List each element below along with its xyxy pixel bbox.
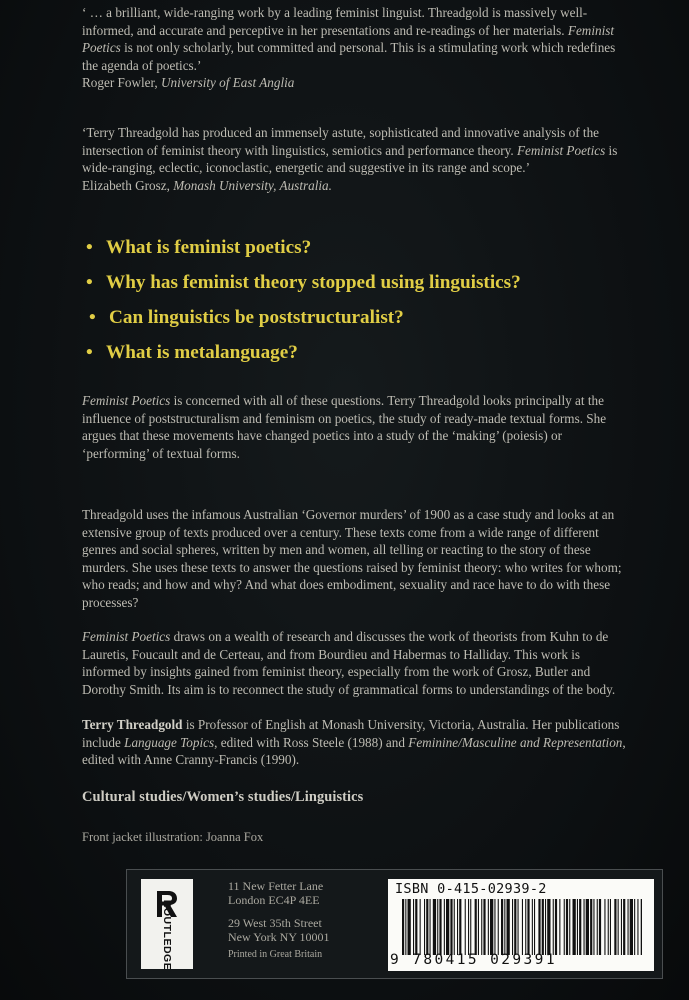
question-text: What is metalanguage? xyxy=(106,342,298,363)
author-bio xyxy=(82,716,630,769)
printed-in: Printed in Great Britain xyxy=(228,948,323,960)
key-questions-list xyxy=(86,236,646,376)
address-line: 29 West 35th Street xyxy=(228,915,322,930)
quote-text: is wide-ranging, eclectic, iconoclastic, energetic and suggestive in its range and scope.’ xyxy=(82,142,618,176)
bullet-icon: • xyxy=(86,342,93,363)
isbn-number: ISBN 0-415-02939-2 xyxy=(395,881,547,897)
question-item xyxy=(86,271,646,306)
book-title-italic: Feminist Poetics xyxy=(82,22,615,56)
quote-text: is not only scholarly, but committed and personal. This is a stimulating work which redefines the agenda of poetics.’ xyxy=(82,40,616,73)
book-title-italic: Feminine/Masculine and Representation xyxy=(408,734,623,750)
review-quote-1 xyxy=(82,4,630,92)
description-paragraph-2 xyxy=(82,506,630,612)
address-line: 11 New Fetter Lane xyxy=(228,879,324,893)
quote-text: ‘Terry Threadgold has produced an immensely astute, sophisticated and innovative analysis of the intersection of feminist theory with linguistics, semiotics and performance theory. xyxy=(82,125,600,158)
quote-author: Elizabeth Grosz, xyxy=(82,177,174,193)
address-line: London EC4P 4EE xyxy=(228,893,320,908)
book-title-italic: Feminist Poetics xyxy=(516,142,606,158)
quote-affiliation: University of East Anglia xyxy=(160,75,295,91)
illustration-credit: Front jacket illustration: Joanna Fox xyxy=(82,830,264,844)
address-line: New York NY 10001 xyxy=(228,930,330,945)
publisher-address xyxy=(228,879,330,962)
question-item xyxy=(86,236,646,271)
quote-author: Roger Fowler, xyxy=(82,75,161,91)
question-item xyxy=(86,306,646,341)
paragraph-text: is concerned with all of these questions. Terry Threadgold looks principally at the influence of poststructuralism and feminism on poetics, the study of ready-made textual forms. She argues that these movements have changed poetics into a study of the ‘making’ (poiesis) or ‘performing’ of textual forms. xyxy=(82,393,607,461)
bio-text: , edited with Ross Steele (1988) and xyxy=(214,734,409,750)
book-title-italic: Feminist Poetics xyxy=(82,393,171,408)
review-quote-2 xyxy=(82,124,630,194)
quote-text: ‘ … a brilliant, wide-ranging work by a leading feminist linguist. Threadgold is massively well-informed, and accurate and perceptive in her presentations and re-readings of her materials. xyxy=(82,5,588,38)
bio-text: is Professor of English at Monash University, Victoria, Australia. Her publications include xyxy=(82,717,620,750)
bullet-icon: • xyxy=(86,272,93,293)
question-item xyxy=(86,341,646,376)
ean-number: 9 780415 029391 xyxy=(390,952,557,968)
question-text: What is feminist poetics? xyxy=(106,237,312,258)
logo-wordmark: ROUTLEDGE xyxy=(161,899,173,971)
publisher-panel xyxy=(126,869,663,979)
quote-affiliation: Monash University, Australia. xyxy=(173,177,332,193)
subject-categories: Cultural studies/Women’s studies/Linguistics xyxy=(82,789,364,805)
routledge-logo xyxy=(141,879,193,969)
book-title-italic: Language Topics xyxy=(124,734,215,750)
bio-text: , edited with Anne Cranny-Francis (1990). xyxy=(82,734,626,768)
question-text: Why has feminist theory stopped using linguistics? xyxy=(106,272,521,293)
book-title-italic: Feminist Poetics xyxy=(82,629,171,644)
description-paragraph-3 xyxy=(82,628,630,698)
description-paragraph-1 xyxy=(82,392,630,462)
isbn-barcode xyxy=(388,879,654,971)
bullet-icon: • xyxy=(86,237,93,258)
bullet-icon: • xyxy=(89,307,96,328)
question-text: Can linguistics be poststructuralist? xyxy=(109,307,404,328)
author-name: Terry Threadgold xyxy=(82,717,183,732)
paragraph-text: draws on a wealth of research and discusses the work of theorists from Kuhn to de Lauretis, Foucault and de Certeau, and from Bourdieu and Habermas to Halliday. This work is informed by insights gained from feminist theory, especially from the work of Grosz, Butler and Dorothy Smith. Its aim is to reconnect the study of grammatical forms to understandings of the body. xyxy=(82,629,616,697)
barcode-bars xyxy=(402,899,642,955)
paragraph-text: Threadgold uses the infamous Australian ‘Governor murders’ of 1900 as a case study and looks at an extensive group of texts produced over a century. These texts come from a wide range of different genres and social spheres, written by men and women, all telling or reacting to the story of these murders. She uses these texts to answer the questions raised by feminist theory: who writes for whom; who reads; and how and why? And what does embodiment, sexuality and race have to do with these processes? xyxy=(82,507,622,610)
